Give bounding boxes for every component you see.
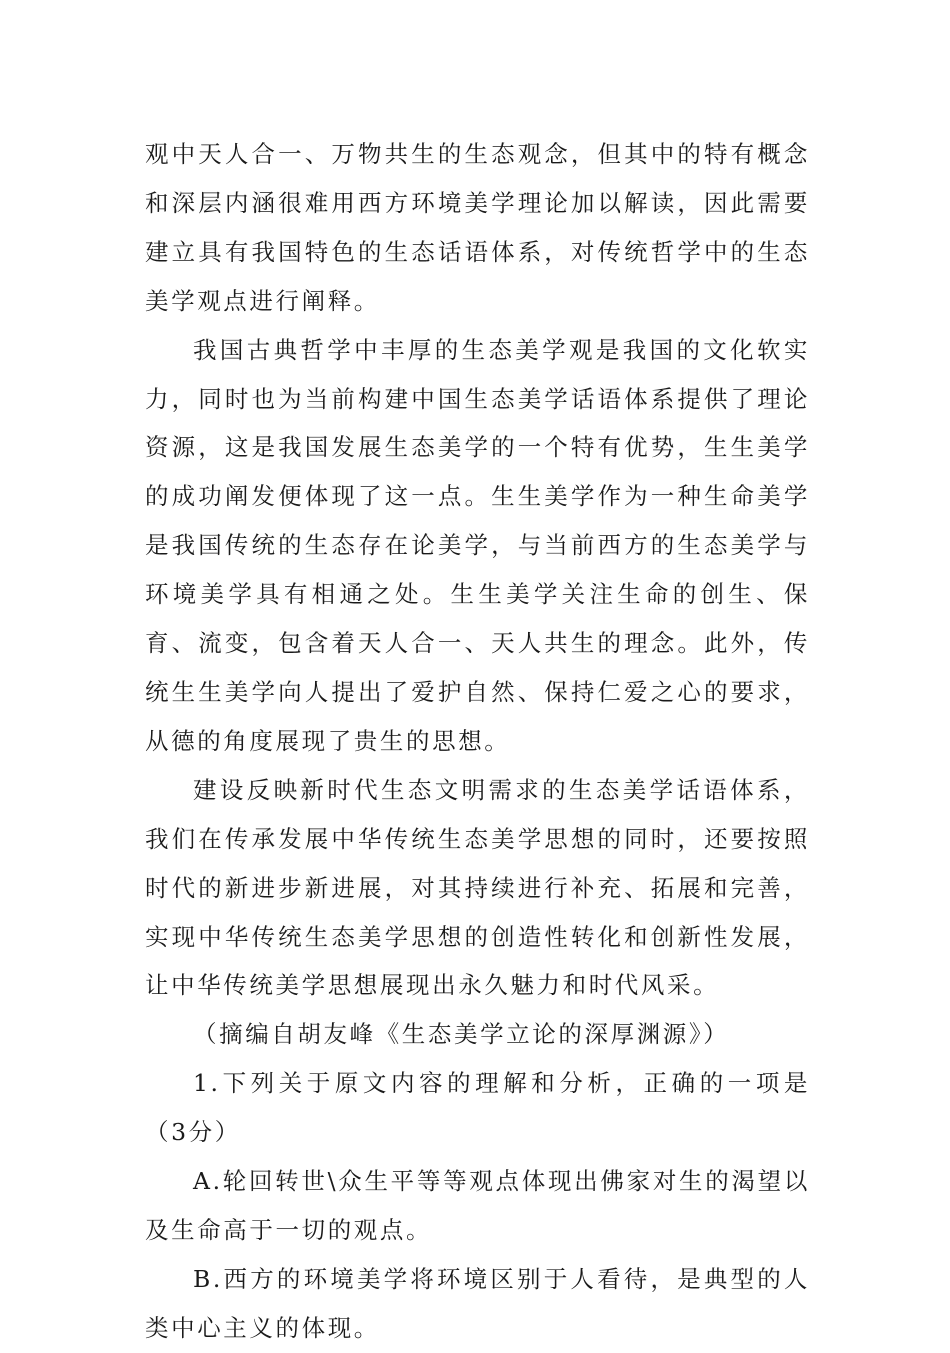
option-a: A.轮回转世\众生平等等观点体现出佛家对生的渴望以及生命高于一切的观点。 (145, 1167, 810, 1244)
option-b: B.西方的环境美学将环境区别于人看待，是典型的人类中心主义的体现。 (145, 1264, 810, 1342)
paragraph-classical-aesthetics: 我国古典哲学中丰厚的生态美学观是我国的文化软实力，同时也为当前构建中国生态美学话语体系提供了理论资源，这是我国发展生态美学的一个特有优势，生生美学的成功阐发便体现了这一点。生生美学作为一种生命美学是我国传统的生态存在论美学，与当前西方的生态美学与环境美学具有相通之处。生生美学关注生命的创生、保育、流变，包含着天人合一、天人共生的理念。此外，传统生生美学向人提出了爱护自然、保持仁爱之心的要求，从德的角度展现了贵生的思想。 (145, 335, 810, 755)
paragraph-new-era-system: 建设反映新时代生态文明需求的生态美学话语体系，我们在传承发展中华传统生态美学思想的同时，还要按照时代的新进步新进展，对其持续进行补充、拓展和完善，实现中华传统生态美学思想的创造性转化和创新性发展，让中华传统美学思想展现出永久魅力和时代风采。 (145, 775, 810, 1000)
paragraph-continuation: 观中天人合一、万物共生的生态观念，但其中的特有概念和深层内涵很难用西方环境美学理论加以解读，因此需要建立具有我国特色的生态话语体系，对传统哲学中的生态美学观点进行阐释。 (145, 140, 810, 315)
question-1: 1.下列关于原文内容的理解和分析，正确的一项是（3分） (145, 1069, 810, 1147)
document-body (145, 130, 810, 1353)
source-citation: （摘编自胡友峰《生态美学立论的深厚渊源》） (193, 1020, 730, 1049)
